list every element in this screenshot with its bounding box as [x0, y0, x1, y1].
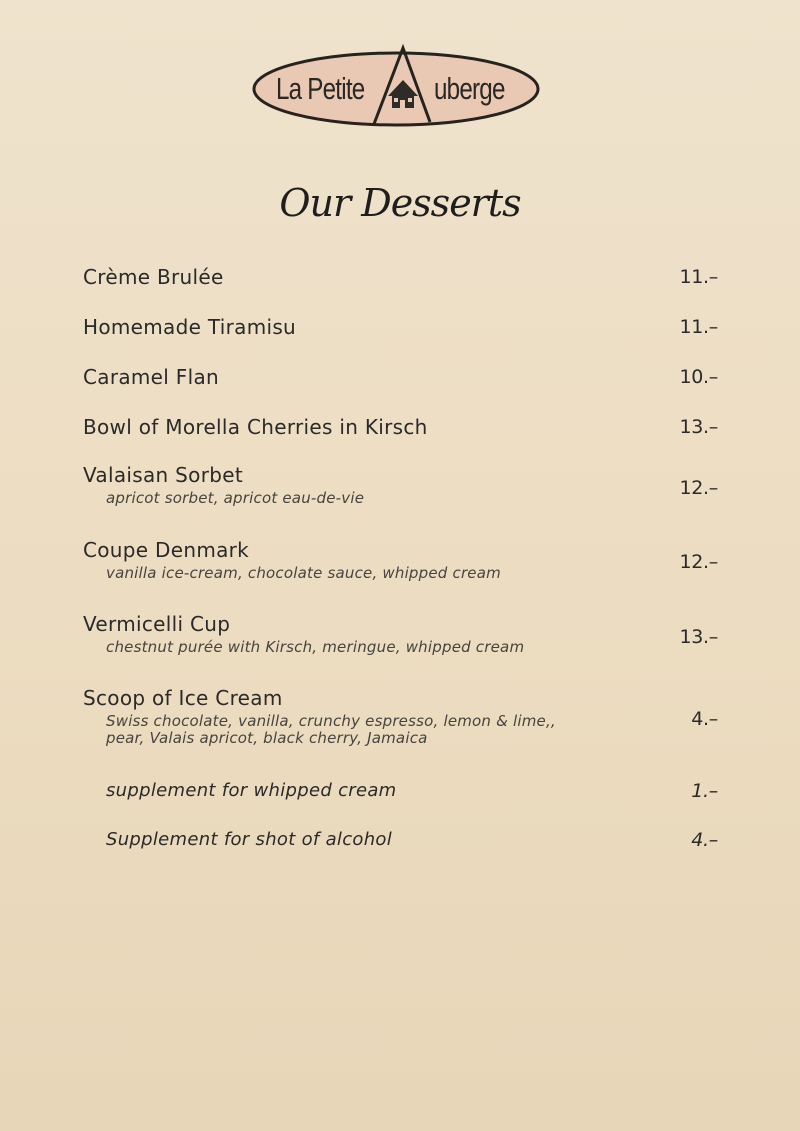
item-name: Bowl of Morella Cherries in Kirsch — [83, 415, 428, 439]
item-price: 10.– — [679, 366, 718, 388]
item-price: 11.– — [679, 266, 718, 288]
item-price: 12.– — [679, 477, 718, 499]
logo-text-left: La Petite — [276, 71, 365, 106]
item-price: 13.– — [679, 416, 718, 438]
item-description-line-1: Swiss chocolate, vanilla, crunchy espresso, lemon & lime,, — [106, 712, 556, 730]
item-description: chestnut purée with Kirsch, meringue, whipped cream — [106, 638, 525, 656]
supplement-price: 4.– — [691, 829, 718, 851]
item-name: Crème Brulée — [83, 265, 224, 289]
menu-item — [83, 365, 219, 389]
item-price: 13.– — [679, 626, 718, 648]
menu-item — [83, 315, 296, 339]
supplement-label: Supplement for shot of alcohol — [106, 829, 393, 850]
menu-item — [83, 538, 501, 582]
menu-item — [83, 415, 428, 439]
item-price: 11.– — [679, 316, 718, 338]
item-price: 12.– — [679, 551, 718, 573]
menu-item — [83, 612, 524, 656]
supplement-label: supplement for whipped cream — [106, 780, 397, 801]
item-price: 4.– — [691, 708, 718, 730]
menu-item — [83, 463, 364, 507]
item-description: apricot sorbet, apricot eau-de-vie — [106, 489, 365, 507]
item-name: Caramel Flan — [83, 365, 219, 389]
supplement-price: 1.– — [691, 780, 718, 802]
item-description: vanilla ice-cream, chocolate sauce, whipped cream — [106, 564, 501, 582]
menu-title: Our Desserts — [279, 181, 521, 225]
item-name: Coupe Denmark — [83, 538, 250, 562]
restaurant-logo — [252, 44, 542, 130]
menu-item — [83, 265, 224, 289]
item-description-line-2: pear, Valais apricot, black cherry, Jamaica — [106, 729, 428, 747]
item-name: Valaisan Sorbet — [83, 463, 243, 487]
item-name: Scoop of Ice Cream — [83, 686, 283, 710]
logo-text-right: uberge — [434, 71, 505, 106]
item-name: Homemade Tiramisu — [83, 315, 297, 339]
item-name: Vermicelli Cup — [83, 612, 231, 636]
menu-item — [83, 686, 556, 747]
